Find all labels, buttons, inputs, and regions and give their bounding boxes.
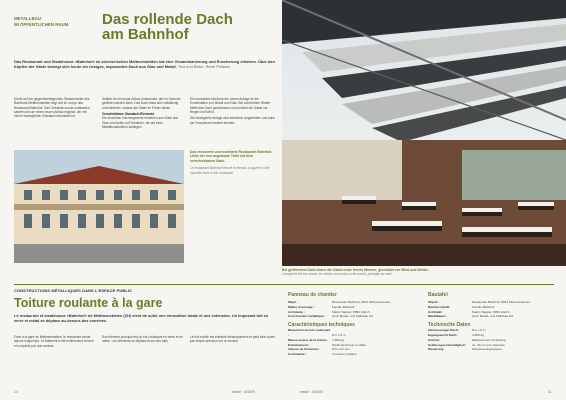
panel-de-title: Bautafel <box>428 292 448 298</box>
body-column-2b-text: Die einzelnen Dachsegmente bestehen aus Stahl und Glas und laufen auf Schienen, die auf einer Metallkonstruktion aufliegen. <box>102 116 179 129</box>
panel-de-row <box>428 314 556 319</box>
body-column-1 <box>14 97 96 147</box>
panel-fr-tech-value: 4 900 kg <box>332 337 344 342</box>
panel-fr-value: Famille Bahnhof <box>332 304 355 309</box>
title-line-1: Das rollende Dach <box>102 11 233 28</box>
panel-fr-tech-row <box>288 352 418 357</box>
building-caption <box>190 150 276 175</box>
panel-de-tech-value: ca. 30 mm pro Sekunde <box>472 342 505 347</box>
panel-fr-tech-value: 8 m x 8 m <box>332 332 346 337</box>
french-section-label: CONSTRUCTIONS MÉTALLIQUES DANS L'ESPACE PUBLIC <box>14 288 133 293</box>
article-title <box>102 12 272 42</box>
section-kicker <box>14 16 74 27</box>
roof-photo <box>282 0 566 266</box>
panel-fr-tech-row <box>288 328 418 338</box>
panel-fr-tech-value: 2 moteurs d'appui <box>332 352 357 357</box>
footer-meta-right: metall · 10/2009 <box>300 390 323 394</box>
site-panel-de <box>428 292 556 352</box>
panel-de-key: Metallbauer: <box>428 314 447 319</box>
title-line-2: am Bahnhof <box>102 26 189 43</box>
page-number-right: 11 <box>548 390 552 394</box>
body-column-3-text: Ein markantes Merkmal der neuen Anlage ist die Kombination von Metall und Glas. Bei schlechtem Wetter bleibt das Dach geschlossen und schützt die Gäste vor Regen und Wind. <box>190 97 271 114</box>
panel-de-value: Groh Metall- und Stahlbau AG <box>472 314 514 319</box>
panel-fr-tech-value: 30 mm/s env. <box>332 347 351 352</box>
panel-fr-tech-value: Hautil électrique et câble <box>332 342 366 347</box>
panel-de-tech-key: Antrieb: <box>428 337 440 342</box>
panel-de-value: Familie Bahnhof <box>472 304 495 309</box>
page-number-left: 10 <box>14 390 18 394</box>
panel-fr-key: Architecte : <box>288 309 306 314</box>
panel-de-tech-value: 4 900 kg <box>472 332 484 337</box>
panel-fr-value: Groh Metall- und Stahlbau AG <box>332 314 374 319</box>
panel-de-tech-key: Steuerung: <box>428 347 445 352</box>
panel-fr-tech-key: Dimension du toit coulissant : <box>288 328 331 337</box>
panel-de-value: Martin Tappler, 8952 Zürich <box>472 309 510 314</box>
body-column-3b-text: Die bewegliche Anlage wird elektrisch angetrieben und kann per Knopfdruck bedient werden. <box>190 116 276 125</box>
interior-caption-de: Bei geöffnetem Dach sitzen die Gäste unter freiem Himmel, geschützt vor Wind und Wetter. <box>282 268 429 272</box>
panel-fr-tech-key: Masse propre de la toiture : <box>288 337 329 342</box>
site-panel-fr <box>288 292 418 357</box>
panel-de-key: Bauherrschaft: <box>428 304 451 309</box>
panel-fr-tech-key: Vitesse de fermeture : <box>288 347 321 352</box>
panel-de-tech-value: 8 m x 8 m <box>472 328 486 333</box>
panel-fr-tech-key: Entraînement : <box>288 342 310 347</box>
panel-de-tech-rows <box>428 328 556 352</box>
section-divider <box>14 284 554 285</box>
building-photo <box>14 150 184 263</box>
panel-de-tech-title: Technische Daten <box>428 322 471 329</box>
french-title: Toiture roulante à la gare <box>14 296 163 310</box>
panel-de-tech-key: Schliessgeschwindigkeit: <box>428 342 466 347</box>
panel-de-rows <box>428 300 556 319</box>
french-column-3: Le toit mobile est entraîné électriquement et peut être ouvert par simple pression sur un bouton. <box>190 335 276 344</box>
panel-fr-value: Restaurant Bahnhof, 8912 Mettmenstetten <box>332 300 391 304</box>
building-caption-fr: Le restaurant Bahnhof rénové et étendu. À gauche, l'aile nouvelle avec le toit coulissant. <box>190 166 270 175</box>
kicker-line-1: METALLBAU <box>14 16 41 21</box>
lead-text: Das Restaurant und Steakhouse «Bahnhof» im zürcherischen Mettmenstetten hat eine Gesamtsanierung und Erweiterung erfahren. Über den Köpfen der Gäste bewegt sich heute ein riesiges, imposantes Dach aus Glas und Metall. <box>14 59 275 70</box>
body-column-3 <box>190 97 276 145</box>
panel-fr-rows <box>288 300 418 319</box>
french-lead: Le restaurant et steakhouse «Bahnhof» de Mettmenstetten (ZH) vient de subir une rénovation totale et une extension. Un imposant toit en verre et métal se déplace au-dessus des convives. <box>14 313 269 324</box>
panel-de-key: Architekt: <box>428 309 443 314</box>
panel-de-key: Objekt: <box>428 300 439 304</box>
panel-de-tech-value: Elektromotor mit Seilzug <box>472 337 506 342</box>
footer-meta-left: metall · 10/2009 <box>232 390 255 394</box>
panel-fr-key: Constructeur métallique : <box>288 314 326 319</box>
french-column-1: Face à la gare de Mettmenstetten, le restaurant existe depuis longtemps. Le bâtiment a été entièrement rénové et complété par une annexe. <box>14 335 94 348</box>
interior-caption-fr: Lorsque le toit est ouvert, les clients sont assis à ciel ouvert, protégés du vent. <box>282 272 393 277</box>
panel-fr-key: Objet : <box>288 300 298 304</box>
article-lead <box>14 59 276 70</box>
kicker-line-2: IM ÖFFENTLICHEN RAUM <box>14 21 69 27</box>
panel-de-value: Restaurant Bahnhof, 8912 Mettmenstetten <box>472 300 531 304</box>
building-caption-de: Das renovierte und erweiterte Restaurant Bahnhof. Links der neu angebaute Trakt mit dem verschiebbaren Dach. <box>190 150 272 163</box>
panel-fr-tech-title: Caractéristiques techniques <box>288 322 355 329</box>
panel-fr-value: Martin Tappler, 8952 Zürich <box>332 309 370 314</box>
panel-de-tech-key: Abmessungen Dach: <box>428 328 459 333</box>
panel-de-tech-value: Zeitsteuerungssystem <box>472 347 503 352</box>
byline: Text und Bilder: René Pellaton <box>177 64 231 70</box>
panel-fr-tech-key: Commande : <box>288 352 307 357</box>
panel-fr-key: Maître d'ouvrage : <box>288 304 315 309</box>
body-column-1-text: Direkt auf der gegenüberliegenden Strassenseite des Bahnhofs Mettmenstetten liegt seit eh und je das Restaurant Bahnhof. Das Gebäude wurde umfassend saniert und um einen neuen Anbau ergänzt, der mit einem beweglichen Glasdach überdeckt ist. <box>14 97 90 119</box>
french-column-2: Son élément principal est un toit coulissant en verre et en métal. Les éléments se déplacent sur des rails. <box>102 335 183 344</box>
panel-fr-title: Panneau de chantier <box>288 292 337 298</box>
panel-de-tech-key: Eigengewicht Dach: <box>428 332 458 337</box>
body-column-2-text: Seitlich ist ein neuer Anbau entstanden, der im Sommer geöffnet werden kann. Das Dach lässt sich vollständig zurückfahren, sodass die Gäste im Freien sitzen. <box>102 97 181 110</box>
panel-fr-tech-rows <box>288 328 418 357</box>
interior-caption <box>282 268 554 277</box>
body-subheading: Verschiebbare Glasdach-Elemente <box>102 111 155 116</box>
panel-de-tech-row <box>428 347 556 352</box>
panel-fr-row <box>288 314 418 319</box>
